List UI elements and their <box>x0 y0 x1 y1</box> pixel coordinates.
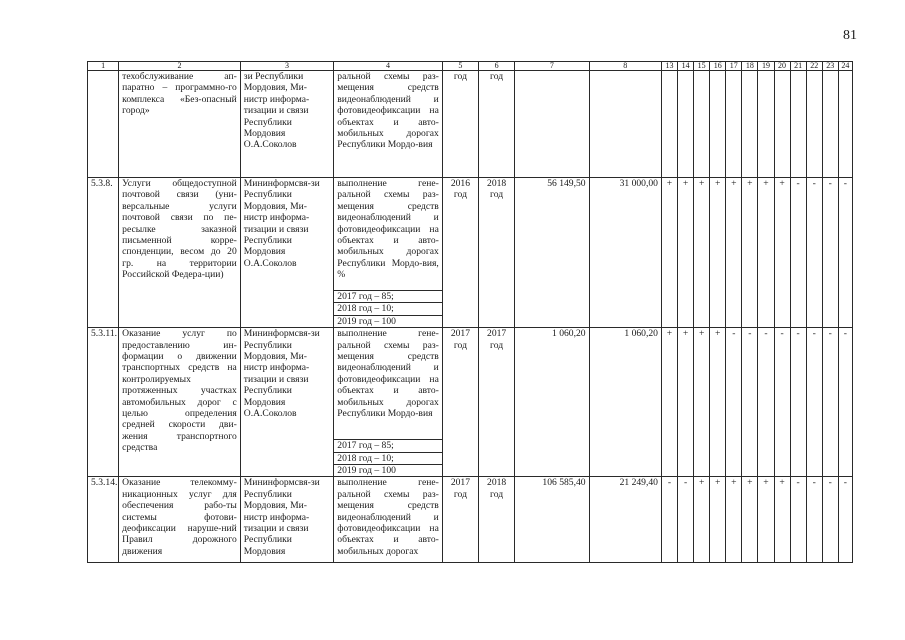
mark-cell: - <box>838 328 852 477</box>
mark-cell: + <box>774 178 790 328</box>
mark-cell: + <box>710 328 726 477</box>
mark-cell: + <box>678 328 694 477</box>
column-number: 20 <box>774 62 790 71</box>
column-number: 22 <box>806 62 822 71</box>
end-year: 2018 год <box>479 477 515 563</box>
mark-cell <box>726 71 742 178</box>
measure-name: Оказание телекомму-никационных услуг для обеспечения рабо-ты системы фотови-деофиксации наруше-ний Правил дорожного движения <box>119 477 241 563</box>
table-row <box>88 328 853 440</box>
cost-total: 106 585,40 <box>515 477 589 563</box>
mark-cell: + <box>710 477 726 563</box>
column-number: 13 <box>661 62 677 71</box>
column-number: 21 <box>790 62 806 71</box>
mark-cell <box>710 71 726 178</box>
column-number-row <box>88 62 853 71</box>
column-number: 23 <box>822 62 838 71</box>
mark-cell: - <box>838 477 852 563</box>
target-value: 2018 год – 10; <box>334 303 443 315</box>
mark-cell <box>678 71 694 178</box>
mark-cell: + <box>661 328 677 477</box>
mark-cell <box>661 71 677 178</box>
cost-part <box>589 71 661 178</box>
column-number: 7 <box>515 62 589 71</box>
mark-cell: + <box>678 178 694 328</box>
mark-cell: + <box>774 477 790 563</box>
column-number: 24 <box>838 62 852 71</box>
executor: Мининформсвя-зи Республики Мордовия, Ми-нистр информа-тизации и связи Республики Мордовия О.А.Соколов <box>240 328 333 477</box>
cost-total: 56 149,50 <box>515 178 589 328</box>
table-row <box>88 477 853 563</box>
cost-part: 31 000,00 <box>589 178 661 328</box>
start-year: год <box>442 71 478 178</box>
column-number: 19 <box>758 62 774 71</box>
mark-cell: - <box>806 178 822 328</box>
column-number: 2 <box>119 62 241 71</box>
column-number: 15 <box>694 62 710 71</box>
column-number: 3 <box>240 62 333 71</box>
mark-cell: - <box>838 178 852 328</box>
row-number: 5.3.14. <box>88 477 119 563</box>
mark-cell: - <box>774 328 790 477</box>
start-year: 2017 год <box>442 328 478 477</box>
indicator: выполнение гене-ральной схемы раз-мещения средств видеонаблюдений и фотовидеофиксации на объектах и авто-мобильных дорогах Республики Мордо-вия, % <box>334 178 443 291</box>
measure-name: техобслуживание ап-паратно – программно-го комплекса «Без-опасный город» <box>119 71 241 178</box>
mark-cell: - <box>806 328 822 477</box>
end-year: год <box>479 71 515 178</box>
cost-total <box>515 71 589 178</box>
target-value: 2017 год – 85; <box>334 291 443 303</box>
mark-cell: - <box>742 328 758 477</box>
column-number: 16 <box>710 62 726 71</box>
executor: Мининформсвя-зи Республики Мордовия, Ми-нистр информа-тизации и связи Республики Мордовия О.А.Соколов <box>240 178 333 328</box>
mark-cell: + <box>710 178 726 328</box>
end-year: 2017 год <box>479 328 515 477</box>
mark-cell: + <box>758 477 774 563</box>
mark-cell: - <box>678 477 694 563</box>
mark-cell <box>758 71 774 178</box>
mark-cell: + <box>694 178 710 328</box>
mark-cell: - <box>822 477 838 563</box>
start-year: 2017 год <box>442 477 478 563</box>
executor: Мининформсвя-зи Республики Мордовия, Ми-нистр информа-тизации и связи Республики Мордовия <box>240 477 333 563</box>
page-number: 81 <box>843 28 857 43</box>
executor: зи Республики Мордовия, Ми-нистр информа-тизации и связи Республики Мордовия О.А.Соколов <box>240 71 333 178</box>
measure-name: Оказание услуг по предоставлению ин-формации о движении транспортных средств на контролируемых протяженных участках автомобильных дорог с целью определения средней скорости дви-жения транспортного средства <box>119 328 241 477</box>
column-number: 18 <box>742 62 758 71</box>
mark-cell <box>742 71 758 178</box>
mark-cell: + <box>742 477 758 563</box>
row-number <box>88 71 119 178</box>
mark-cell <box>806 71 822 178</box>
mark-cell <box>694 71 710 178</box>
indicator: выполнение гене-ральной схемы раз-мещения средств видеонаблюдений и фотовидеофиксации на объектах и авто-мобильных дорогах <box>334 477 443 563</box>
mark-cell <box>822 71 838 178</box>
column-number: 1 <box>88 62 119 71</box>
mark-cell: + <box>726 178 742 328</box>
target-value: 2017 год – 85; <box>334 440 443 452</box>
row-number: 5.3.8. <box>88 178 119 328</box>
column-number: 8 <box>589 62 661 71</box>
column-number: 5 <box>442 62 478 71</box>
mark-cell: + <box>726 477 742 563</box>
column-number: 14 <box>678 62 694 71</box>
mark-cell: - <box>790 178 806 328</box>
program-table <box>87 61 853 563</box>
mark-cell: - <box>661 477 677 563</box>
row-number: 5.3.11. <box>88 328 119 477</box>
column-number: 17 <box>726 62 742 71</box>
mark-cell: - <box>822 178 838 328</box>
mark-cell: - <box>822 328 838 477</box>
indicator: ральной схемы раз-мещения средств видеонаблюдений и фотовидеофиксации на объектах и авто-мобильных дорогах Республики Мордо-вия <box>334 71 443 178</box>
mark-cell <box>774 71 790 178</box>
mark-cell <box>790 71 806 178</box>
target-value: 2018 год – 10; <box>334 452 443 464</box>
table-row <box>88 178 853 291</box>
mark-cell: - <box>790 477 806 563</box>
mark-cell: + <box>694 328 710 477</box>
end-year: 2018 год <box>479 178 515 328</box>
mark-cell: + <box>742 178 758 328</box>
table-row <box>88 71 853 178</box>
measure-name: Услуги общедоступной почтовой связи (уни-версальные услуги почтовой связи по пе-ресылке заказной письменной корре-спонденции, весом до 20 гр. на территории Российской Федера-ции) <box>119 178 241 328</box>
mark-cell: - <box>726 328 742 477</box>
cost-part: 1 060,20 <box>589 328 661 477</box>
indicator: выполнение гене-ральной схемы раз-мещения средств видеонаблюдений и фотовидеофиксации на объектах и авто-мобильных дорогах Республики Мордо-вия <box>334 328 443 440</box>
target-value: 2019 год – 100 <box>334 315 443 327</box>
start-year: 2016 год <box>442 178 478 328</box>
column-number: 4 <box>334 62 443 71</box>
column-number: 6 <box>479 62 515 71</box>
mark-cell: + <box>758 178 774 328</box>
mark-cell: - <box>790 328 806 477</box>
mark-cell: - <box>758 328 774 477</box>
mark-cell: + <box>694 477 710 563</box>
mark-cell <box>838 71 852 178</box>
mark-cell: - <box>806 477 822 563</box>
cost-part: 21 249,40 <box>589 477 661 563</box>
cost-total: 1 060,20 <box>515 328 589 477</box>
target-value: 2019 год – 100 <box>334 465 443 477</box>
mark-cell: + <box>661 178 677 328</box>
